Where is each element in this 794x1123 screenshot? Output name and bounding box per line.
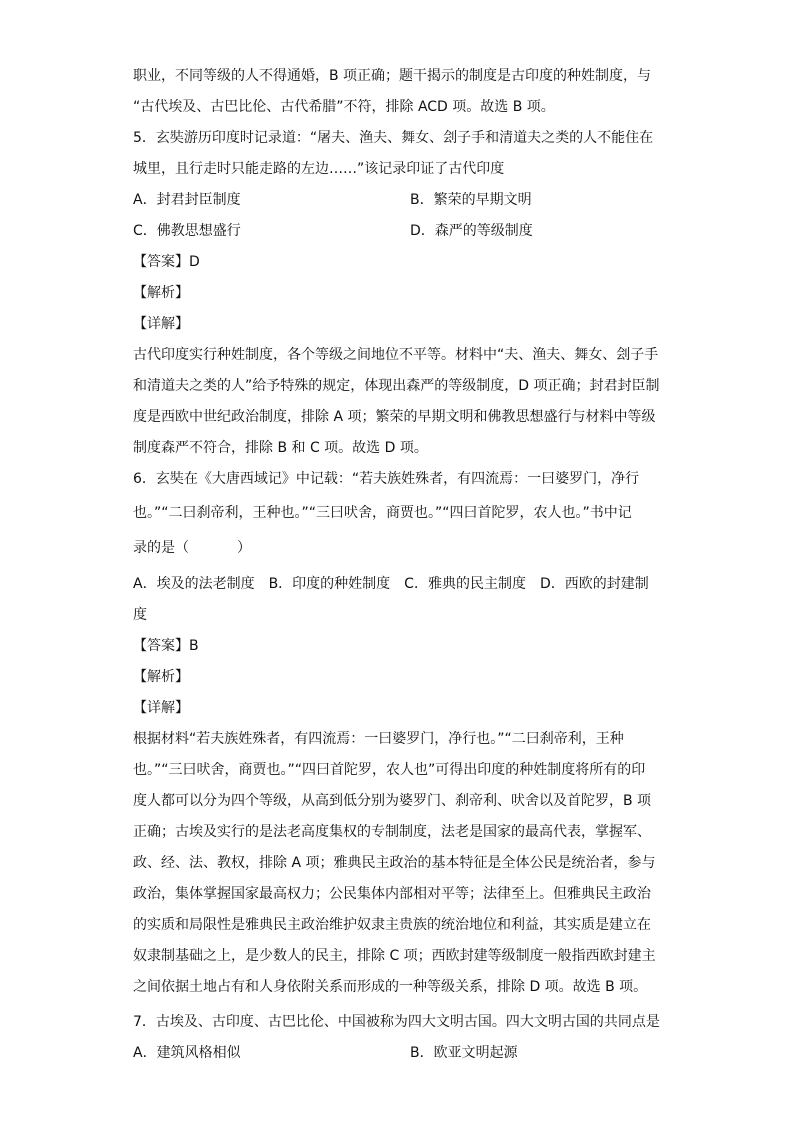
text-line: “古代埃及、古巴比伦、古代希腊”不符，排除 ACD 项。故选 B 项。 (133, 99, 555, 115)
q5-option-b: B．繁荣的早期文明 (410, 192, 532, 208)
question-6-stem (133, 538, 251, 558)
q5-option-d: D．森严的等级制度 (410, 223, 533, 239)
explanation-text: 度是西欧中世纪政治制度，排除 A 项；繁荣的早期文明和佛教思想盛行与材料中等级 (133, 409, 656, 425)
analysis-label: 【解析】 (133, 669, 189, 685)
q7-option-a: A．建筑风格相似 (133, 1045, 241, 1061)
answer-label: 【答案】B (133, 638, 199, 654)
question-7-stem: 7．古埃及、古印度、古巴比伦、中国被称为四大文明古国。四大文明古国的共同点是 (133, 1014, 660, 1030)
explanation-text: 之间依据土地占有和人身依附关系而形成的一种等级关系，排除 D 项。故选 B 项。 (133, 979, 648, 995)
explanation-text: 制度森严不符合，排除 B 和 C 项。故选 D 项。 (133, 440, 428, 456)
q5-option-a: A．封君封臣制度 (133, 192, 241, 208)
q5-option-c: C．佛教思想盛行 (133, 223, 241, 239)
q7-option-b: B．欧亚文明起源 (410, 1045, 518, 1061)
answer-label: 【答案】D (133, 254, 200, 270)
explanation-text: 奴隶制基础之上，是少数人的民主，排除 C 项；西欧封建等级制度一般指西欧封建主 (133, 948, 656, 964)
explanation-text: 古代印度实行种姓制度，各个等级之间地位不平等。材料中“夫、渔夫、舞女、刽子手 (133, 347, 659, 363)
explanation-text: 正确；古埃及实行的是法老高度集权的专制制度，法老是国家的最高代表，掌握军、 (133, 824, 651, 840)
analysis-label: 【解析】 (133, 285, 189, 301)
explanation-text: 政治，集体掌握国家最高权力；公民集体内部相对平等；法律至上。但雅典民主政治 (133, 886, 651, 902)
explanation-text: 度人都可以分为四个等级，从高到低分别为婆罗门、刹帝利、吠舍以及首陀罗，B 项 (133, 793, 652, 809)
question-5-stem: 城里，且行走时只能走路的左边……”该记录印证了古代印度 (133, 161, 505, 177)
explanation-text: 政、经、法、教权，排除 A 项；雅典民主政治的基本特征是全体公民是统治者，参与 (133, 855, 656, 871)
question-5-stem: 5．玄奘游历印度时记录道：“屠夫、渔夫、舞女、刽子手和清道夫之类的人不能住在 (133, 130, 654, 146)
question-6-stem: 也。”“二曰刹帝利，王种也。”“三曰吠舍，商贾也。”“四曰首陀罗，农人也。”书中记 (133, 505, 632, 521)
stem-text: 录的是（ (133, 540, 189, 556)
detail-label: 【详解】 (133, 700, 189, 716)
explanation-text: 的实质和局限性是雅典民主政治维护奴隶主贵族的统治地位和利益，其实质是建立在 (133, 917, 651, 933)
explanation-text: 和清道夫之类的人”给予特殊的规定，体现出森严的等级制度，D 项正确；封君封臣制 (133, 378, 660, 394)
question-6-stem: 6．玄奘在《大唐西域记》中记载：“若夫族姓殊者，有四流焉：一曰婆罗门，净行 (133, 471, 640, 487)
stem-text: ） (237, 540, 251, 556)
explanation-text: 根据材料“若夫族姓殊者，有四流焉：一曰婆罗门，净行也。”“二曰刹帝利，王种 (133, 731, 624, 747)
q6-options: 度 (133, 607, 147, 623)
explanation-text: 也。”“三曰吠舍，商贾也。”“四曰首陀罗，农人也”可得出印度的种姓制度将所有的印 (133, 762, 646, 778)
q6-options: A．埃及的法老制度 B．印度的种姓制度 C．雅典的民主制度 D．西欧的封建制 (133, 576, 649, 592)
text-line: 职业，不同等级的人不得通婚，B 项正确；题干揭示的制度是古印度的种姓制度，与 (133, 68, 652, 84)
detail-label: 【详解】 (133, 316, 189, 332)
